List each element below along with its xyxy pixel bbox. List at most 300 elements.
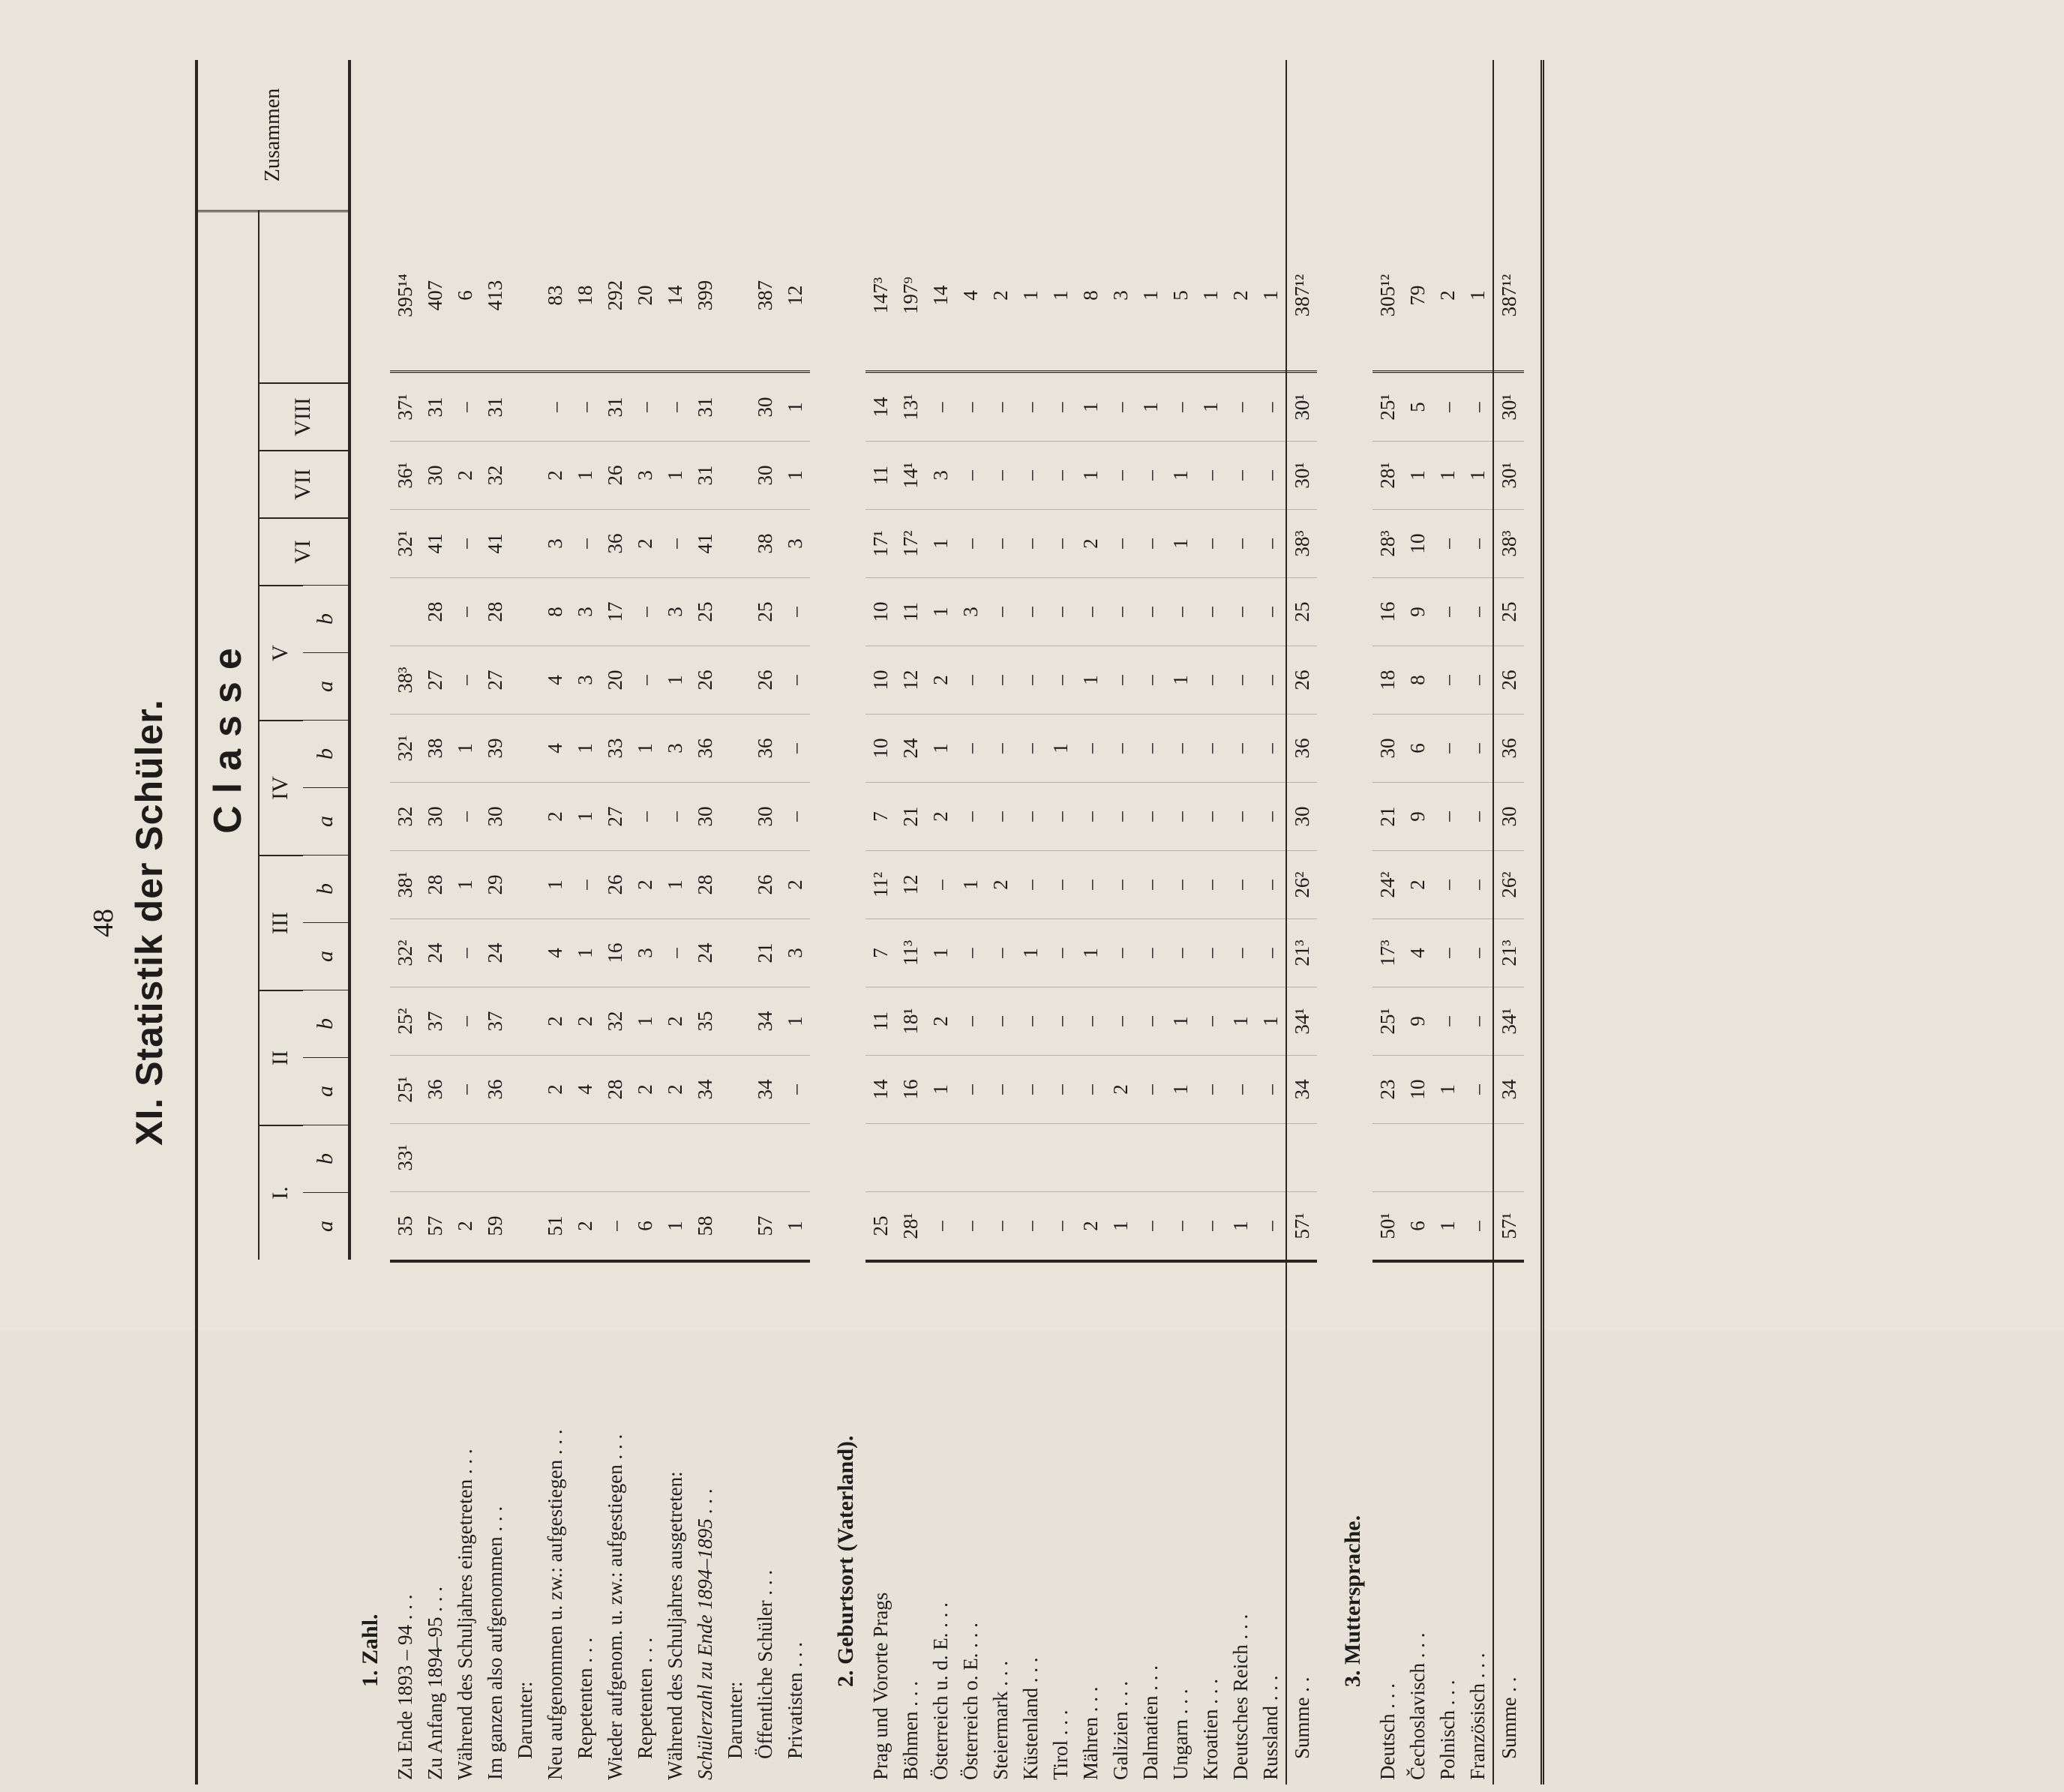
table-row — [1256, 60, 1286, 1785]
cell-value: – — [1106, 646, 1136, 714]
table-row — [540, 60, 570, 1785]
section-gap — [1317, 60, 1334, 1785]
section-title: 1. Zahl. — [358, 1614, 382, 1687]
cell-value: 24 — [690, 918, 720, 987]
cell-value: – — [1136, 577, 1166, 646]
cell-value: – — [986, 646, 1016, 714]
cell-value — [540, 1123, 570, 1191]
row-label: Zu Anfang 1894–95 . . . — [420, 1260, 450, 1785]
table-row — [630, 60, 660, 1785]
cell-value: – — [1136, 987, 1166, 1055]
cell-value: – — [1432, 918, 1462, 987]
cell-value — [1287, 1123, 1317, 1191]
cell-value — [1016, 1123, 1046, 1191]
row-total: 399 — [690, 220, 720, 373]
cell-value: – — [1016, 782, 1046, 850]
cell-value — [510, 1055, 540, 1123]
cell-value: 1 — [660, 850, 690, 918]
cell-value — [720, 1055, 750, 1123]
cell-value: 1 — [956, 850, 986, 918]
cell-value — [720, 373, 750, 441]
cell-value: 1 — [780, 373, 810, 441]
cell-value: 1 — [570, 441, 600, 509]
cell-value: 8 — [1402, 646, 1432, 714]
cell-value: – — [570, 850, 600, 918]
table-row — [1136, 60, 1166, 1785]
cell-value: 33 — [600, 714, 630, 782]
row-total: 5 — [1166, 220, 1196, 373]
page-title: XI. Statistik der Schüler. — [128, 699, 170, 1146]
cell-value — [1166, 1123, 1196, 1191]
cell-value: – — [1256, 782, 1286, 850]
cell-value: 10 — [866, 577, 896, 646]
cell-value — [956, 1123, 986, 1191]
cell-value: – — [1136, 509, 1166, 577]
cell-value: – — [1462, 509, 1492, 577]
cell-value: – — [1046, 577, 1076, 646]
cell-value: – — [1046, 782, 1076, 850]
cell-value: – — [1076, 577, 1106, 646]
cell-value: 21³ — [1494, 918, 1524, 987]
cell-value: 17¹ — [866, 509, 896, 577]
cell-value: – — [1226, 918, 1256, 987]
cell-value: – — [540, 373, 570, 441]
cell-value: 28 — [480, 577, 510, 646]
cell-value: – — [1256, 1055, 1286, 1123]
row-label: Galizien . . . — [1106, 1260, 1136, 1785]
cell-value: 27 — [600, 782, 630, 850]
cell-value: 1 — [780, 987, 810, 1055]
cell-value: 37 — [480, 987, 510, 1055]
table-row — [570, 60, 600, 1785]
cell-value: 1 — [1136, 373, 1166, 441]
cell-value: 23 — [1372, 1055, 1402, 1123]
table-row — [420, 60, 450, 1785]
page-number: 48 — [88, 909, 119, 937]
table-row — [1226, 60, 1256, 1785]
cell-value: 25 — [866, 1191, 896, 1260]
cell-value: 32 — [480, 441, 510, 509]
row-total: 1 — [1462, 220, 1492, 373]
cell-value — [1076, 1123, 1106, 1191]
cell-value: 30 — [420, 441, 450, 509]
cell-value: 30 — [750, 782, 780, 850]
row-label: Ungarn . . . — [1166, 1260, 1196, 1785]
cell-value: – — [1432, 577, 1462, 646]
cell-value: 10 — [866, 646, 896, 714]
cell-value: 1 — [926, 714, 956, 782]
row-total: 4 — [956, 220, 986, 373]
cell-value: – — [1016, 441, 1046, 509]
row-total — [720, 220, 750, 373]
cell-value: 32¹ — [390, 714, 420, 782]
cell-value: – — [1256, 373, 1286, 441]
cell-value: – — [1196, 577, 1226, 646]
cell-value: 2 — [1402, 850, 1432, 918]
cell-value: 36 — [420, 1055, 450, 1123]
row-label: Čechoslavisch . . . — [1402, 1260, 1432, 1785]
cell-value: – — [1256, 918, 1286, 987]
cell-value: 14¹ — [896, 441, 926, 509]
cell-value: – — [1046, 850, 1076, 918]
cell-value: 4 — [540, 646, 570, 714]
cell-value: – — [986, 373, 1016, 441]
cell-value: – — [1166, 714, 1196, 782]
cell-value: 1 — [540, 850, 570, 918]
cell-value: – — [1016, 850, 1046, 918]
cell-value — [510, 373, 540, 441]
cell-value — [480, 1123, 510, 1191]
cell-value: – — [1016, 646, 1046, 714]
table-row — [750, 60, 780, 1785]
cell-value: 25¹ — [390, 1055, 420, 1123]
cell-value: – — [1016, 373, 1046, 441]
cell-value: 32¹ — [390, 509, 420, 577]
table-body — [351, 60, 1540, 1785]
cell-value: – — [1196, 987, 1226, 1055]
sub-b: b — [303, 855, 348, 922]
cell-value: – — [1046, 1191, 1076, 1260]
cell-value — [720, 577, 750, 646]
cell-value: 24 — [896, 714, 926, 782]
sub-b: b — [303, 720, 348, 787]
cell-value: – — [1462, 782, 1492, 850]
cell-value: 1 — [570, 714, 600, 782]
cell-value: – — [660, 918, 690, 987]
section-gap — [1524, 60, 1540, 1785]
row-total: 2 — [1432, 220, 1462, 373]
cell-value: 2 — [926, 987, 956, 1055]
cell-value: – — [450, 918, 480, 987]
cell-value — [896, 1123, 926, 1191]
cell-value: – — [570, 373, 600, 441]
cell-value: 30 — [1494, 782, 1524, 850]
cell-value: 1 — [450, 714, 480, 782]
cell-value: – — [630, 577, 660, 646]
table-row — [1432, 60, 1462, 1785]
row-total: 14 — [926, 220, 956, 373]
cell-value: – — [926, 1191, 956, 1260]
cell-value: – — [570, 509, 600, 577]
cell-value: 26 — [1287, 646, 1317, 714]
cell-value: – — [986, 1191, 1016, 1260]
class-III-heading: III — [258, 855, 303, 990]
cell-value: – — [1016, 577, 1046, 646]
cell-value: 11 — [866, 441, 896, 509]
cell-value: – — [1196, 441, 1226, 509]
cell-value: 3 — [926, 441, 956, 509]
cell-value: – — [1226, 646, 1256, 714]
cell-value: – — [1462, 1191, 1492, 1260]
cell-value: 2 — [630, 850, 660, 918]
cell-value: – — [986, 782, 1016, 850]
cell-value: 30¹ — [1287, 373, 1317, 441]
cell-value: 1 — [570, 782, 600, 850]
row-total: 18 — [570, 220, 600, 373]
cell-value: – — [956, 646, 986, 714]
row-label: Tirol . . . — [1046, 1260, 1076, 1785]
cell-value: – — [1196, 918, 1226, 987]
cell-value: – — [1106, 577, 1136, 646]
row-label: Prag und Vororte Prags — [866, 1260, 896, 1785]
table-row — [1016, 60, 1046, 1785]
cell-value: 29 — [480, 850, 510, 918]
row-label: Französisch . . . — [1462, 1260, 1492, 1785]
cell-value: 28¹ — [1372, 441, 1402, 509]
cell-value: – — [1136, 714, 1166, 782]
cell-value: 14 — [866, 373, 896, 441]
sum-row — [1492, 60, 1524, 1785]
cell-value: 2 — [926, 646, 956, 714]
cell-value: – — [986, 577, 1016, 646]
cell-value — [1226, 1123, 1256, 1191]
cell-value: 2 — [540, 441, 570, 509]
cell-value: 1 — [1402, 441, 1432, 509]
table-row — [600, 60, 630, 1785]
sub-a: a — [303, 922, 348, 990]
cell-value: 2 — [540, 1055, 570, 1123]
cell-value: – — [1016, 1055, 1046, 1123]
sum-row — [1286, 60, 1317, 1785]
cell-value: 3 — [780, 509, 810, 577]
cell-value: – — [1046, 918, 1076, 987]
cell-value: 1 — [630, 987, 660, 1055]
cell-value — [510, 441, 540, 509]
table-row — [720, 60, 750, 1785]
cell-value: – — [1046, 987, 1076, 1055]
cell-value: 11 — [866, 987, 896, 1055]
cell-value: – — [1226, 373, 1256, 441]
cell-value: 6 — [630, 1191, 660, 1260]
cell-value: 34 — [750, 987, 780, 1055]
row-total: 20 — [630, 220, 660, 373]
cell-value: – — [986, 1055, 1016, 1123]
cell-value: 31 — [690, 441, 720, 509]
cell-value: 26 — [750, 646, 780, 714]
table-row — [956, 60, 986, 1785]
row-total: 8 — [1076, 220, 1106, 373]
cell-value — [1256, 1123, 1286, 1191]
table-row — [510, 60, 540, 1785]
cell-value: 41 — [420, 509, 450, 577]
cell-value: 25 — [1287, 577, 1317, 646]
cell-value: 24 — [420, 918, 450, 987]
cell-value: – — [630, 782, 660, 850]
cell-value: 41 — [480, 509, 510, 577]
cell-value: – — [1136, 850, 1166, 918]
cell-value: – — [1166, 782, 1196, 850]
row-label: Wieder aufgenom. u. zw.: aufgestiegen . . . — [600, 1260, 630, 1785]
cell-value: 2 — [450, 441, 480, 509]
cell-value: 1 — [450, 850, 480, 918]
cell-value: – — [956, 441, 986, 509]
cell-value: – — [1256, 714, 1286, 782]
cell-value: – — [1226, 714, 1256, 782]
cell-value: 1 — [570, 918, 600, 987]
section-title: 3. Muttersprache. — [1340, 1515, 1365, 1687]
cell-value — [720, 987, 750, 1055]
cell-value: 1 — [630, 714, 660, 782]
class-VIII-heading: VIII — [258, 382, 348, 450]
row-label: Darunter: — [510, 1260, 540, 1785]
cell-value: – — [780, 646, 810, 714]
cell-value: 3 — [540, 509, 570, 577]
cell-value: 12 — [896, 646, 926, 714]
table-row — [1076, 60, 1106, 1785]
cell-value: – — [450, 577, 480, 646]
cell-value: 1 — [1106, 1191, 1136, 1260]
cell-value: – — [1462, 714, 1492, 782]
zusammen-heading: Zusammen — [198, 60, 348, 212]
row-label: Böhmen . . . — [896, 1260, 926, 1785]
cell-value — [750, 1123, 780, 1191]
cell-value: 26 — [600, 441, 630, 509]
cell-value: 10 — [866, 714, 896, 782]
row-total: 1 — [1046, 220, 1076, 373]
cell-value: – — [450, 373, 480, 441]
cell-value: 30¹ — [1494, 441, 1524, 509]
cell-value: – — [660, 373, 690, 441]
cell-value: 50¹ — [1372, 1191, 1402, 1260]
row-total: 387 — [750, 220, 780, 373]
cell-value: 3 — [570, 646, 600, 714]
cell-value — [720, 1191, 750, 1260]
row-label: Darunter: — [720, 1260, 750, 1785]
cell-value: – — [956, 1191, 986, 1260]
cell-value: 58 — [690, 1191, 720, 1260]
row-total: 83 — [540, 220, 570, 373]
sub-a: a — [303, 1057, 348, 1125]
cell-value: 4 — [540, 714, 570, 782]
cell-value: – — [1166, 850, 1196, 918]
cell-value: – — [780, 782, 810, 850]
cell-value: 21 — [750, 918, 780, 987]
cell-value: 28 — [420, 850, 450, 918]
classe-heading: Classe — [198, 210, 260, 1260]
cell-value: 30 — [750, 373, 780, 441]
cell-value: – — [926, 373, 956, 441]
class-V-heading: V — [258, 585, 303, 720]
cell-value: – — [1256, 441, 1286, 509]
cell-value: 30¹ — [1494, 373, 1524, 441]
row-label: Im ganzen also aufgenommen . . . — [480, 1260, 510, 1785]
cell-value: – — [1016, 1191, 1046, 1260]
row-label: Neu aufgenommen u. zw.: aufgestiegen . . . — [540, 1260, 570, 1785]
cell-value: – — [956, 509, 986, 577]
cell-value — [510, 850, 540, 918]
cell-value: – — [986, 509, 1016, 577]
cell-value: – — [1462, 1055, 1492, 1123]
cell-value: – — [450, 782, 480, 850]
cell-value — [510, 782, 540, 850]
cell-value: – — [1076, 850, 1106, 918]
cell-value: 59 — [480, 1191, 510, 1260]
cell-value: – — [1046, 509, 1076, 577]
cell-value: 26² — [1494, 850, 1524, 918]
row-label: Zu Ende 1893 – 94 . . . — [390, 1260, 420, 1785]
row-label: Österreich o. E. . . . — [956, 1260, 986, 1785]
class-IV-heading: IV — [258, 720, 303, 855]
row-label: Küstenland . . . — [1016, 1260, 1046, 1785]
cell-value: 57 — [750, 1191, 780, 1260]
sub-b: b — [303, 585, 348, 652]
cell-value: – — [1226, 1055, 1256, 1123]
cell-value: 38 — [420, 714, 450, 782]
cell-value — [720, 918, 750, 987]
cell-value: 1 — [1226, 987, 1256, 1055]
cell-value: 9 — [1402, 577, 1432, 646]
cell-value: 26 — [600, 850, 630, 918]
cell-value: 1 — [1432, 1191, 1462, 1260]
cell-value: – — [1166, 373, 1196, 441]
cell-value: 27 — [480, 646, 510, 714]
cell-value: – — [986, 918, 1016, 987]
cell-value: – — [1256, 1191, 1286, 1260]
cell-value: 1 — [1046, 714, 1076, 782]
cell-value: – — [1106, 373, 1136, 441]
cell-value: – — [1196, 850, 1226, 918]
cell-value: 1 — [1432, 441, 1462, 509]
cell-value: 11 — [896, 577, 926, 646]
cell-value — [720, 782, 750, 850]
table-header — [198, 60, 351, 1260]
row-total: 413 — [480, 220, 510, 373]
table-row — [390, 60, 420, 1785]
cell-value: 25² — [390, 987, 420, 1055]
cell-value: – — [1106, 987, 1136, 1055]
cell-value: 17 — [600, 577, 630, 646]
cell-value: – — [1106, 918, 1136, 987]
row-label: Österreich u. d. E. . . . — [926, 1260, 956, 1785]
cell-value: 25 — [690, 577, 720, 646]
cell-value: 10 — [1402, 1055, 1432, 1123]
table-row — [660, 60, 690, 1785]
section-title: 2. Geburtsort (Vaterland). — [833, 1435, 858, 1687]
cell-value: 2 — [660, 1055, 690, 1123]
cell-value — [986, 1123, 1016, 1191]
row-total — [510, 220, 540, 373]
cell-value: 2 — [660, 987, 690, 1055]
cell-value: 2 — [630, 1055, 660, 1123]
cell-value: – — [986, 987, 1016, 1055]
cell-value: 38¹ — [390, 850, 420, 918]
cell-value: 41 — [690, 509, 720, 577]
cell-value — [420, 1123, 450, 1191]
cell-value: 35 — [390, 1191, 420, 1260]
row-label: Summe . . — [1494, 1260, 1524, 1785]
cell-value: – — [1432, 373, 1462, 441]
cell-value: 2 — [540, 782, 570, 850]
cell-value: – — [1016, 509, 1046, 577]
cell-value: – — [1136, 646, 1166, 714]
cell-value: – — [450, 987, 480, 1055]
cell-value — [510, 1191, 540, 1260]
cell-value: 2 — [450, 1191, 480, 1260]
cell-value: – — [956, 782, 986, 850]
cell-value: 37 — [420, 987, 450, 1055]
cell-value: – — [1432, 509, 1462, 577]
cell-value: 27 — [420, 646, 450, 714]
cell-value: 1 — [780, 1191, 810, 1260]
cell-value: 1 — [926, 1055, 956, 1123]
cell-value: 3 — [660, 577, 690, 646]
cell-value: 4 — [540, 918, 570, 987]
cell-value — [600, 1123, 630, 1191]
cell-value: – — [450, 1055, 480, 1123]
cell-value: 18 — [1372, 646, 1402, 714]
cell-value — [1494, 1123, 1524, 1191]
cell-value: 1 — [1166, 646, 1196, 714]
